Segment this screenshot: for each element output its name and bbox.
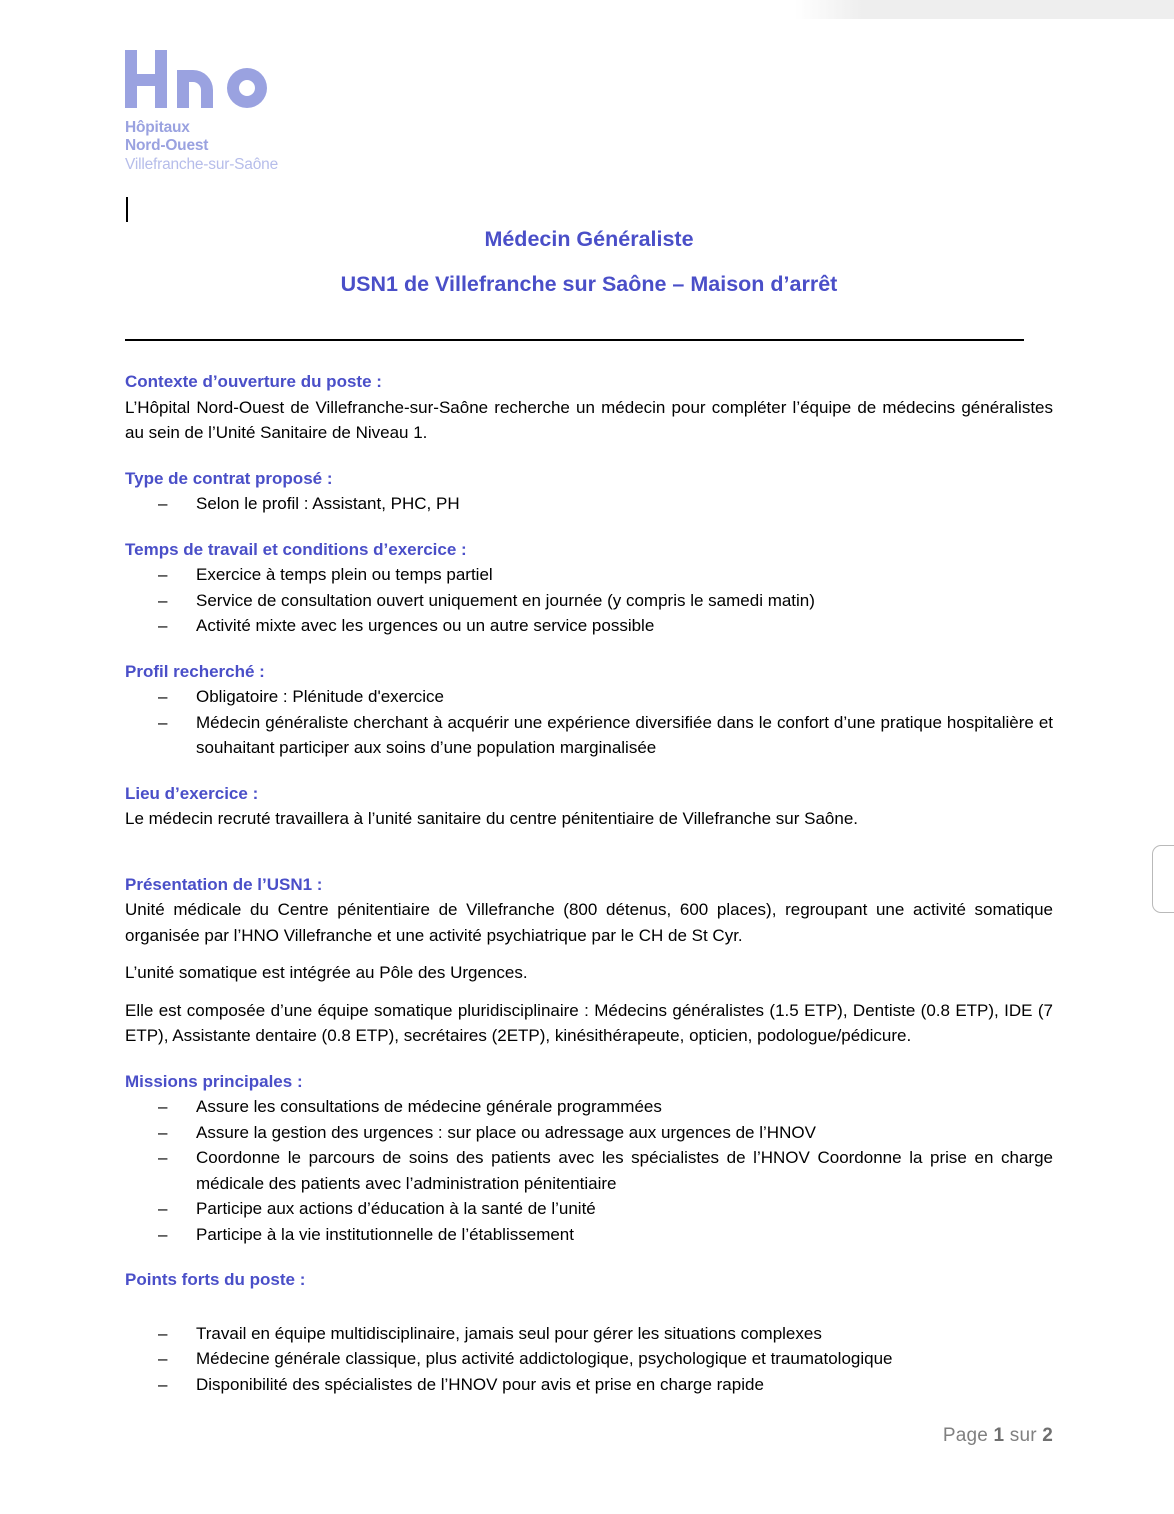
list-item: – Participe aux actions d’éducation à la santé de l’unité: [125, 1196, 1053, 1222]
paragraph-lieu-exercice: Le médecin recruté travaillera à l’unité sanitaire du centre pénitentiaire de Villefranche sur Saône.: [125, 809, 859, 829]
heading-contexte: Contexte d’ouverture du poste :: [125, 372, 382, 392]
list-item: – Selon le profil : Assistant, PHC, PH: [125, 491, 1053, 517]
list-item: – Service de consultation ouvert uniquement en journée (y compris le samedi matin): [125, 588, 1053, 614]
list-item: – Médecine générale classique, plus activité addictologique, psychologique et traumatologique: [125, 1346, 1053, 1372]
heading-contrat: Type de contrat proposé :: [125, 468, 333, 488]
list-temps-de-travail: [125, 562, 1053, 639]
document-content: [125, 225, 1053, 1397]
hno-logo: [125, 48, 445, 174]
list-item: – Obligatoire : Plénitude d'exercice: [125, 684, 1053, 710]
heading-presentation-usn1: Présentation de l’USN1 :: [125, 874, 323, 894]
list-item: – Participe à la vie institutionnelle de l’établissement: [125, 1222, 1053, 1248]
hno-logomark-icon: [125, 48, 277, 110]
list-item: – Activité mixte avec les urgences ou un autre service possible: [125, 613, 1053, 639]
logo-line-2: Nord-Ouest: [125, 137, 209, 155]
list-item: – Assure les consultations de médecine générale programmées: [125, 1094, 1053, 1120]
heading-lieu-exercice: Lieu d’exercice :: [125, 783, 259, 803]
list-item: – Exercice à temps plein ou temps partiel: [125, 562, 1053, 588]
page-footer: [0, 1425, 1053, 1447]
text-cursor-caret: [126, 197, 128, 222]
list-item: – Coordonne le parcours de soins des patients avec les spécialistes de l’HNOV Coordonne la prise en charge médicale des patients avec l’administration pénitentiaire: [125, 1145, 1053, 1196]
paragraph-presentation-3: Elle est composée d’une équipe somatique pluridisciplinaire : Médecins généralistes (1.5 ETP), Dentiste (0.8 ETP), IDE (7 ETP), Assistante dentaire (0.8 ETP), secrétaires (2ETP), kinésithérapeute, opticien, podologue/pédicure.: [125, 1000, 1053, 1046]
paragraph-presentation-1: Unité médicale du Centre pénitentiaire de Villefranche (800 détenus, 600 places), regroupant une activité somatique organisée par l’HNO Villefranche et une activité psychiatrique par le CH de St Cyr.: [125, 900, 1053, 945]
logo-line-1: Hôpitaux: [125, 119, 190, 136]
paragraph-contexte: L’Hôpital Nord-Ouest de Villefranche-sur-Saône recherche un médecin pour compléter l’équipe de médecins généralistes au sein de l’Unité Sanitaire de Niveau 1.: [125, 397, 1053, 443]
heading-profil-recherche: Profil recherché :: [125, 661, 265, 681]
list-item: – Assure la gestion des urgences : sur place ou adressage aux urgences de l’HNOV: [125, 1120, 1053, 1146]
footer-middle: sur: [1004, 1425, 1043, 1446]
list-points-forts: [125, 1321, 1053, 1398]
page-subtitle: USN1 de Villefranche sur Saône – Maison d’arrêt: [340, 272, 838, 297]
heading-points-forts: Points forts du poste :: [125, 1270, 306, 1290]
hno-logo-wordmark: [125, 119, 445, 174]
footer-prefix: Page: [942, 1425, 994, 1446]
list-item: – Travail en équipe multidisciplinaire, jamais seul pour gérer les situations complexes: [125, 1321, 1053, 1347]
heading-temps-de-travail: Temps de travail et conditions d’exercice :: [125, 539, 467, 559]
page-title: Médecin Généraliste: [484, 227, 694, 251]
footer-total-pages: 2: [1042, 1425, 1053, 1446]
paragraph-presentation-2: L’unité somatique est intégrée au Pôle des Urgences.: [125, 963, 528, 983]
list-item: – Médecin généraliste cherchant à acquérir une expérience diversifiée dans le confort d’une pratique hospitalière et souhaitant participer aux soins d’une population marginalisée: [125, 710, 1053, 761]
heading-missions-principales: Missions principales :: [125, 1071, 303, 1091]
list-contrat: [125, 491, 1053, 517]
list-item: – Disponibilité des spécialistes de l’HNOV pour avis et prise en charge rapide: [125, 1372, 1053, 1398]
right-edge-panel[interactable]: [1152, 845, 1174, 913]
list-missions-principales: [125, 1094, 1053, 1247]
footer-current-page: 1: [993, 1425, 1005, 1446]
logo-line-3: Villefranche-sur-Saône: [125, 155, 278, 173]
list-profil-recherche: [125, 684, 1053, 761]
top-edge-band: [795, 0, 1174, 19]
document-title-block: [125, 225, 1053, 299]
